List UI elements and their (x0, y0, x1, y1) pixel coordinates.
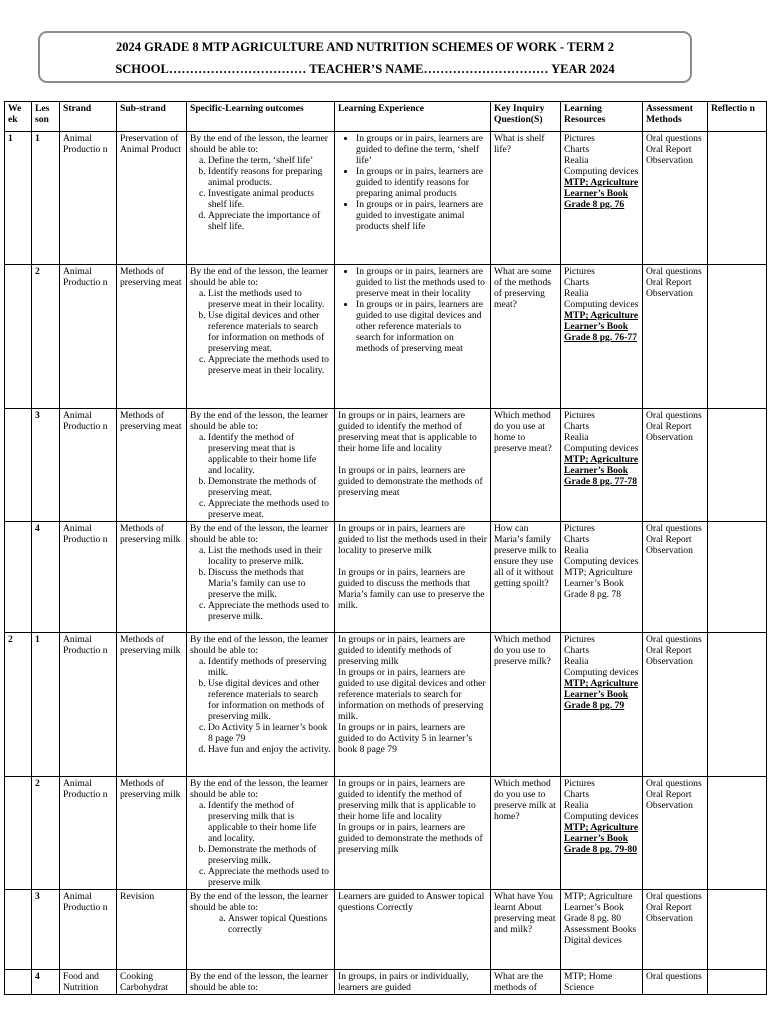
assessment-cell (643, 409, 708, 522)
inquiry-cell: What is shelf life? (491, 132, 561, 265)
experience-line: In groups or in pairs, learners are guided to identify methods of preserving milk (338, 634, 466, 667)
outcomes-intro: By the end of the lesson, the learner should be able to: (190, 523, 328, 545)
experience-line: Learners are guided to Answer topical questions Correctly (338, 891, 485, 913)
outcomes-list (190, 432, 331, 520)
outcome-item: b. Identify reasons for preparing animal products. (208, 166, 331, 188)
header-week: We ek (5, 102, 32, 132)
resource-reference: MTP; Agriculture Learner’s Book Grade 8 pg. 79 (564, 678, 639, 711)
reflection-cell (708, 522, 767, 633)
assessment-cell (643, 890, 708, 970)
resource-item: Charts (564, 144, 590, 155)
substrand-cell: Cooking Carbohydrat (117, 970, 187, 995)
outcome-item: b. Discuss the methods that Maria’s family can use to preserve the milk. (208, 567, 331, 600)
resources-cell (561, 890, 643, 970)
reflection-cell (708, 970, 767, 995)
table-row (5, 409, 767, 522)
table-header-row (5, 102, 767, 132)
lesson-cell: 3 (32, 890, 60, 970)
outcome-item: b. Demonstrate the methods of preserving meat. (208, 476, 331, 498)
outcome-item: a. Identify methods of preserving milk. (208, 656, 331, 678)
assessment-item: Oral questions (646, 634, 702, 645)
outcomes-cell (187, 970, 335, 995)
table-row (5, 777, 767, 890)
resource-item: Charts (564, 534, 590, 545)
resource-item: MTP; Agriculture Learner’s Book Grade 8 pg. 80 (564, 891, 633, 924)
outcome-item: c. Appreciate the methods used to preserve meat in their locality. (208, 354, 331, 376)
reflection-cell (708, 409, 767, 522)
substrand-cell: Methods of preserving meat (117, 409, 187, 522)
experience-paragraph: In groups or in pairs, learners are guided to demonstrate the methods of preserving meat (338, 465, 483, 498)
substrand-cell: Revision (117, 890, 187, 970)
assessment-item: Observation (646, 545, 693, 556)
outcomes-cell (187, 409, 335, 522)
assessment-item: Oral Report (646, 277, 692, 288)
inquiry-cell: Which method do you use at home to preserve meat? (491, 409, 561, 522)
assessment-cell (643, 777, 708, 890)
header-experience: Learning Experience (335, 102, 491, 132)
outcomes-list (190, 288, 331, 376)
assessment-item: Oral questions (646, 133, 702, 144)
header-strand: Strand (60, 102, 117, 132)
strand-cell: Animal Productio n (60, 265, 117, 409)
experience-item: • In groups or in pairs, learners are guided to identify reasons for preparing animal products (356, 166, 487, 199)
experience-item: • In groups or in pairs, learners are guided to investigate animal products shelf life (356, 199, 487, 232)
assessment-item: Oral questions (646, 778, 702, 789)
assessment-item: Oral questions (646, 523, 702, 534)
outcome-item: d. Have fun and enjoy the activity. (208, 744, 331, 755)
experience-item: • In groups or in pairs, learners are guided to list the methods used to preserve meat in their locality (356, 266, 487, 299)
table-row (5, 132, 767, 265)
week-cell: 2 (5, 633, 32, 777)
outcomes-list (190, 800, 331, 888)
substrand-cell: Methods of preserving milk (117, 633, 187, 777)
resource-reference: MTP; Agriculture Learner’s Book Grade 8 pg. 76-77 (564, 310, 639, 343)
resource-item: MTP; Agriculture Learner’s Book Grade 8 pg. 78 (564, 567, 633, 600)
lesson-cell: 1 (32, 132, 60, 265)
experience-line: In groups or in pairs, learners are guided to use digital devices and other reference materials to search for information on methods of preserving milk. (338, 667, 486, 722)
outcome-item: b. Demonstrate the methods of preserving milk. (208, 844, 331, 866)
experience-cell (335, 633, 491, 777)
experience-cell (335, 265, 491, 409)
table-row (5, 633, 767, 777)
resource-item: Computing devices (564, 166, 639, 177)
strand-cell: Animal Productio n (60, 890, 117, 970)
school-teacher-line: SCHOOL…………………………… TEACHER’S NAME………………………… YEAR 2024 (115, 62, 615, 76)
strand-cell: Animal Productio n (60, 777, 117, 890)
inquiry-cell: What are some of the methods of preserving meat? (491, 265, 561, 409)
lesson-cell: 2 (32, 265, 60, 409)
table-row (5, 890, 767, 970)
resources-cell (561, 132, 643, 265)
outcomes-intro: By the end of the lesson, the learner should be able to: (190, 891, 328, 913)
assessment-item: Observation (646, 913, 693, 924)
assessment-cell (643, 633, 708, 777)
header-substrand: Sub-strand (117, 102, 187, 132)
resource-item: Charts (564, 277, 590, 288)
week-cell (5, 522, 32, 633)
outcome-item: c. Appreciate the methods used to preserve milk (208, 866, 331, 888)
week-cell (5, 890, 32, 970)
outcome-item: a. List the methods used in their locality to preserve milk. (208, 545, 331, 567)
assessment-cell (643, 265, 708, 409)
resource-item: Realia (564, 288, 589, 299)
experience-paragraph: In groups or in pairs, learners are guided to discuss the methods that Maria’s family can use to preserve the milk. (338, 567, 485, 611)
resource-item: Realia (564, 800, 589, 811)
document-title: 2024 GRADE 8 MTP AGRICULTURE AND NUTRITION SCHEMES OF WORK - TERM 2 (116, 40, 614, 54)
substrand-cell: Methods of preserving milk (117, 777, 187, 890)
resource-item: Computing devices (564, 667, 639, 678)
experience-item: • In groups or in pairs, learners are guided to define the term, ‘shelf life’ (356, 133, 487, 166)
lesson-cell: 3 (32, 409, 60, 522)
resource-reference: MTP; Agriculture Learner’s Book Grade 8 pg. 77-78 (564, 454, 639, 487)
experience-item: • In groups or in pairs, learners are guided to use digital devices and other reference materials to search for information on methods of preserving meat (356, 299, 487, 354)
lesson-cell: 1 (32, 633, 60, 777)
resource-item: Realia (564, 656, 589, 667)
outcomes-intro: By the end of the lesson, the learner should be able to: (190, 971, 328, 993)
assessment-item: Oral Report (646, 902, 692, 913)
inquiry-cell: What are the methods of (491, 970, 561, 995)
experience-paragraph: In groups or in pairs, learners are guided to list the methods used in their locality to preserve milk (338, 523, 487, 556)
week-cell (5, 409, 32, 522)
experience-line: In groups, in pairs or individually, learners are guided (338, 971, 469, 993)
experience-line: In groups or in pairs, learners are guided to identify the method of preserving milk that is applicable to their home life and locality (338, 778, 476, 822)
outcomes-list (190, 656, 331, 755)
table-row (5, 265, 767, 409)
resource-item: Digital devices (564, 935, 622, 946)
experience-paragraph: In groups or in pairs, learners are guided to identify the method of preserving meat that is applicable to their home life and locality (338, 410, 477, 454)
week-cell (5, 265, 32, 409)
outcomes-list (190, 913, 331, 935)
resource-item: Computing devices (564, 811, 639, 822)
outcome-item: b. Use digital devices and other reference materials to search for information on methods of preserving milk. (208, 678, 331, 722)
inquiry-cell: Which method do you use to preserve milk? (491, 633, 561, 777)
resources-cell (561, 409, 643, 522)
assessment-cell (643, 522, 708, 633)
table-row (5, 522, 767, 633)
experience-cell (335, 970, 491, 995)
resources-cell (561, 633, 643, 777)
outcomes-cell (187, 522, 335, 633)
resource-reference: MTP; Agriculture Learner’s Book Grade 8 pg. 76 (564, 177, 639, 210)
outcome-item: c. Do Activity 5 in learner’s book 8 page 79 (208, 722, 331, 744)
substrand-cell: Methods of preserving milk (117, 522, 187, 633)
experience-cell (335, 777, 491, 890)
resources-cell (561, 522, 643, 633)
outcome-item: c. Appreciate the methods used to preserve meat. (208, 498, 331, 520)
outcomes-intro: By the end of the lesson, the learner should be able to: (190, 778, 328, 800)
outcome-item: a. Identify the method of preserving milk that is applicable to their home life and locality. (208, 800, 331, 844)
schemes-of-work-table (4, 101, 767, 995)
resource-item: Pictures (564, 778, 595, 789)
week-cell (5, 970, 32, 995)
header-reflection: Reflectio n (708, 102, 767, 132)
substrand-cell: Methods of preserving meat (117, 265, 187, 409)
outcomes-list (190, 545, 331, 622)
resource-item: Computing devices (564, 299, 639, 310)
resource-item: Pictures (564, 634, 595, 645)
resources-cell (561, 970, 643, 995)
outcomes-intro: By the end of the lesson, the learner should be able to: (190, 266, 328, 288)
reflection-cell (708, 633, 767, 777)
outcomes-intro: By the end of the lesson, the learner should be able to: (190, 410, 328, 432)
resources-cell (561, 265, 643, 409)
experience-line: In groups or in pairs, learners are guided to demonstrate the methods of preserving milk (338, 822, 483, 855)
experience-cell (335, 132, 491, 265)
outcome-item: c. Appreciate the methods used to preserve milk. (208, 600, 331, 622)
assessment-item: Oral questions (646, 971, 702, 982)
reflection-cell (708, 132, 767, 265)
outcomes-cell (187, 633, 335, 777)
outcomes-intro: By the end of the lesson, the learner should be able to: (190, 133, 328, 155)
outcomes-cell (187, 132, 335, 265)
outcome-item: a. Define the term, ‘shelf life’ (208, 155, 331, 166)
assessment-item: Observation (646, 432, 693, 443)
assessment-item: Observation (646, 800, 693, 811)
outcomes-list (190, 155, 331, 232)
resource-item: Pictures (564, 523, 595, 534)
resource-item: Pictures (564, 133, 595, 144)
resource-item: Realia (564, 432, 589, 443)
resource-item: Realia (564, 545, 589, 556)
assessment-item: Oral questions (646, 410, 702, 421)
assessment-item: Oral Report (646, 144, 692, 155)
resources-cell (561, 777, 643, 890)
resource-reference: MTP; Agriculture Learner’s Book Grade 8 pg. 79-80 (564, 822, 639, 855)
outcomes-cell (187, 265, 335, 409)
week-cell (5, 777, 32, 890)
inquiry-cell: What have You learnt About preserving meat and milk? (491, 890, 561, 970)
resource-item: Charts (564, 645, 590, 656)
assessment-item: Oral Report (646, 789, 692, 800)
experience-list (338, 133, 487, 232)
outcome-item: a. List the methods used to preserve meat in their locality. (208, 288, 331, 310)
outcome-item: d. Appreciate the importance of shelf life. (208, 210, 331, 232)
outcomes-cell (187, 777, 335, 890)
experience-cell (335, 890, 491, 970)
lesson-cell: 4 (32, 970, 60, 995)
resource-item: MTP; Home Science (564, 971, 613, 993)
resource-item: Computing devices (564, 443, 639, 454)
outcomes-intro: By the end of the lesson, the learner should be able to: (190, 634, 328, 656)
assessment-item: Oral Report (646, 421, 692, 432)
header-resources: Learning Resources (561, 102, 643, 132)
experience-list (338, 266, 487, 354)
reflection-cell (708, 265, 767, 409)
header-assessment: Assessment Methods (643, 102, 708, 132)
strand-cell: Animal Productio n (60, 132, 117, 265)
strand-cell: Food and Nutrition (60, 970, 117, 995)
resource-item: Computing devices (564, 556, 639, 567)
reflection-cell (708, 777, 767, 890)
assessment-item: Oral questions (646, 266, 702, 277)
experience-line: In groups or in pairs, learners are guided to do Activity 5 in learner’s book 8 page 79 (338, 722, 473, 755)
assessment-cell (643, 132, 708, 265)
strand-cell: Animal Productio n (60, 409, 117, 522)
outcomes-cell (187, 890, 335, 970)
header-outcomes: Specific-Learning outcomes (187, 102, 335, 132)
resource-item: Pictures (564, 266, 595, 277)
inquiry-cell: Which method do you use to preserve milk at home? (491, 777, 561, 890)
substrand-cell: Preservation of Animal Product (117, 132, 187, 265)
assessment-item: Oral Report (646, 534, 692, 545)
resource-item: Pictures (564, 410, 595, 421)
reflection-cell (708, 890, 767, 970)
outcome-item: a. Identify the method of preserving meat that is applicable to their home life and locality. (208, 432, 331, 476)
assessment-cell (643, 970, 708, 995)
experience-cell (335, 409, 491, 522)
header-inquiry: Key Inquiry Question(S) (491, 102, 561, 132)
strand-cell: Animal Productio n (60, 522, 117, 633)
experience-cell (335, 522, 491, 633)
outcome-item: a. Answer topical Questions correctly (228, 913, 331, 935)
outcome-item: c. Investigate animal products shelf life. (208, 188, 331, 210)
assessment-item: Observation (646, 288, 693, 299)
assessment-item: Oral Report (646, 645, 692, 656)
document-header (38, 31, 692, 83)
assessment-item: Observation (646, 155, 693, 166)
lesson-cell: 2 (32, 777, 60, 890)
week-cell: 1 (5, 132, 32, 265)
header-lesson: Les son (32, 102, 60, 132)
resource-item: Charts (564, 421, 590, 432)
assessment-item: Oral questions (646, 891, 702, 902)
assessment-item: Observation (646, 656, 693, 667)
outcome-item: b. Use digital devices and other reference materials to search for information on methods of preserving meat. (208, 310, 331, 354)
table-row (5, 970, 767, 995)
resource-item: Realia (564, 155, 589, 166)
inquiry-cell: How can Maria’s family preserve milk to ensure they use all of it without getting spoilt? (491, 522, 561, 633)
resource-item: Charts (564, 789, 590, 800)
resource-item: Assessment Books (564, 924, 637, 935)
strand-cell: Animal Productio n (60, 633, 117, 777)
lesson-cell: 4 (32, 522, 60, 633)
